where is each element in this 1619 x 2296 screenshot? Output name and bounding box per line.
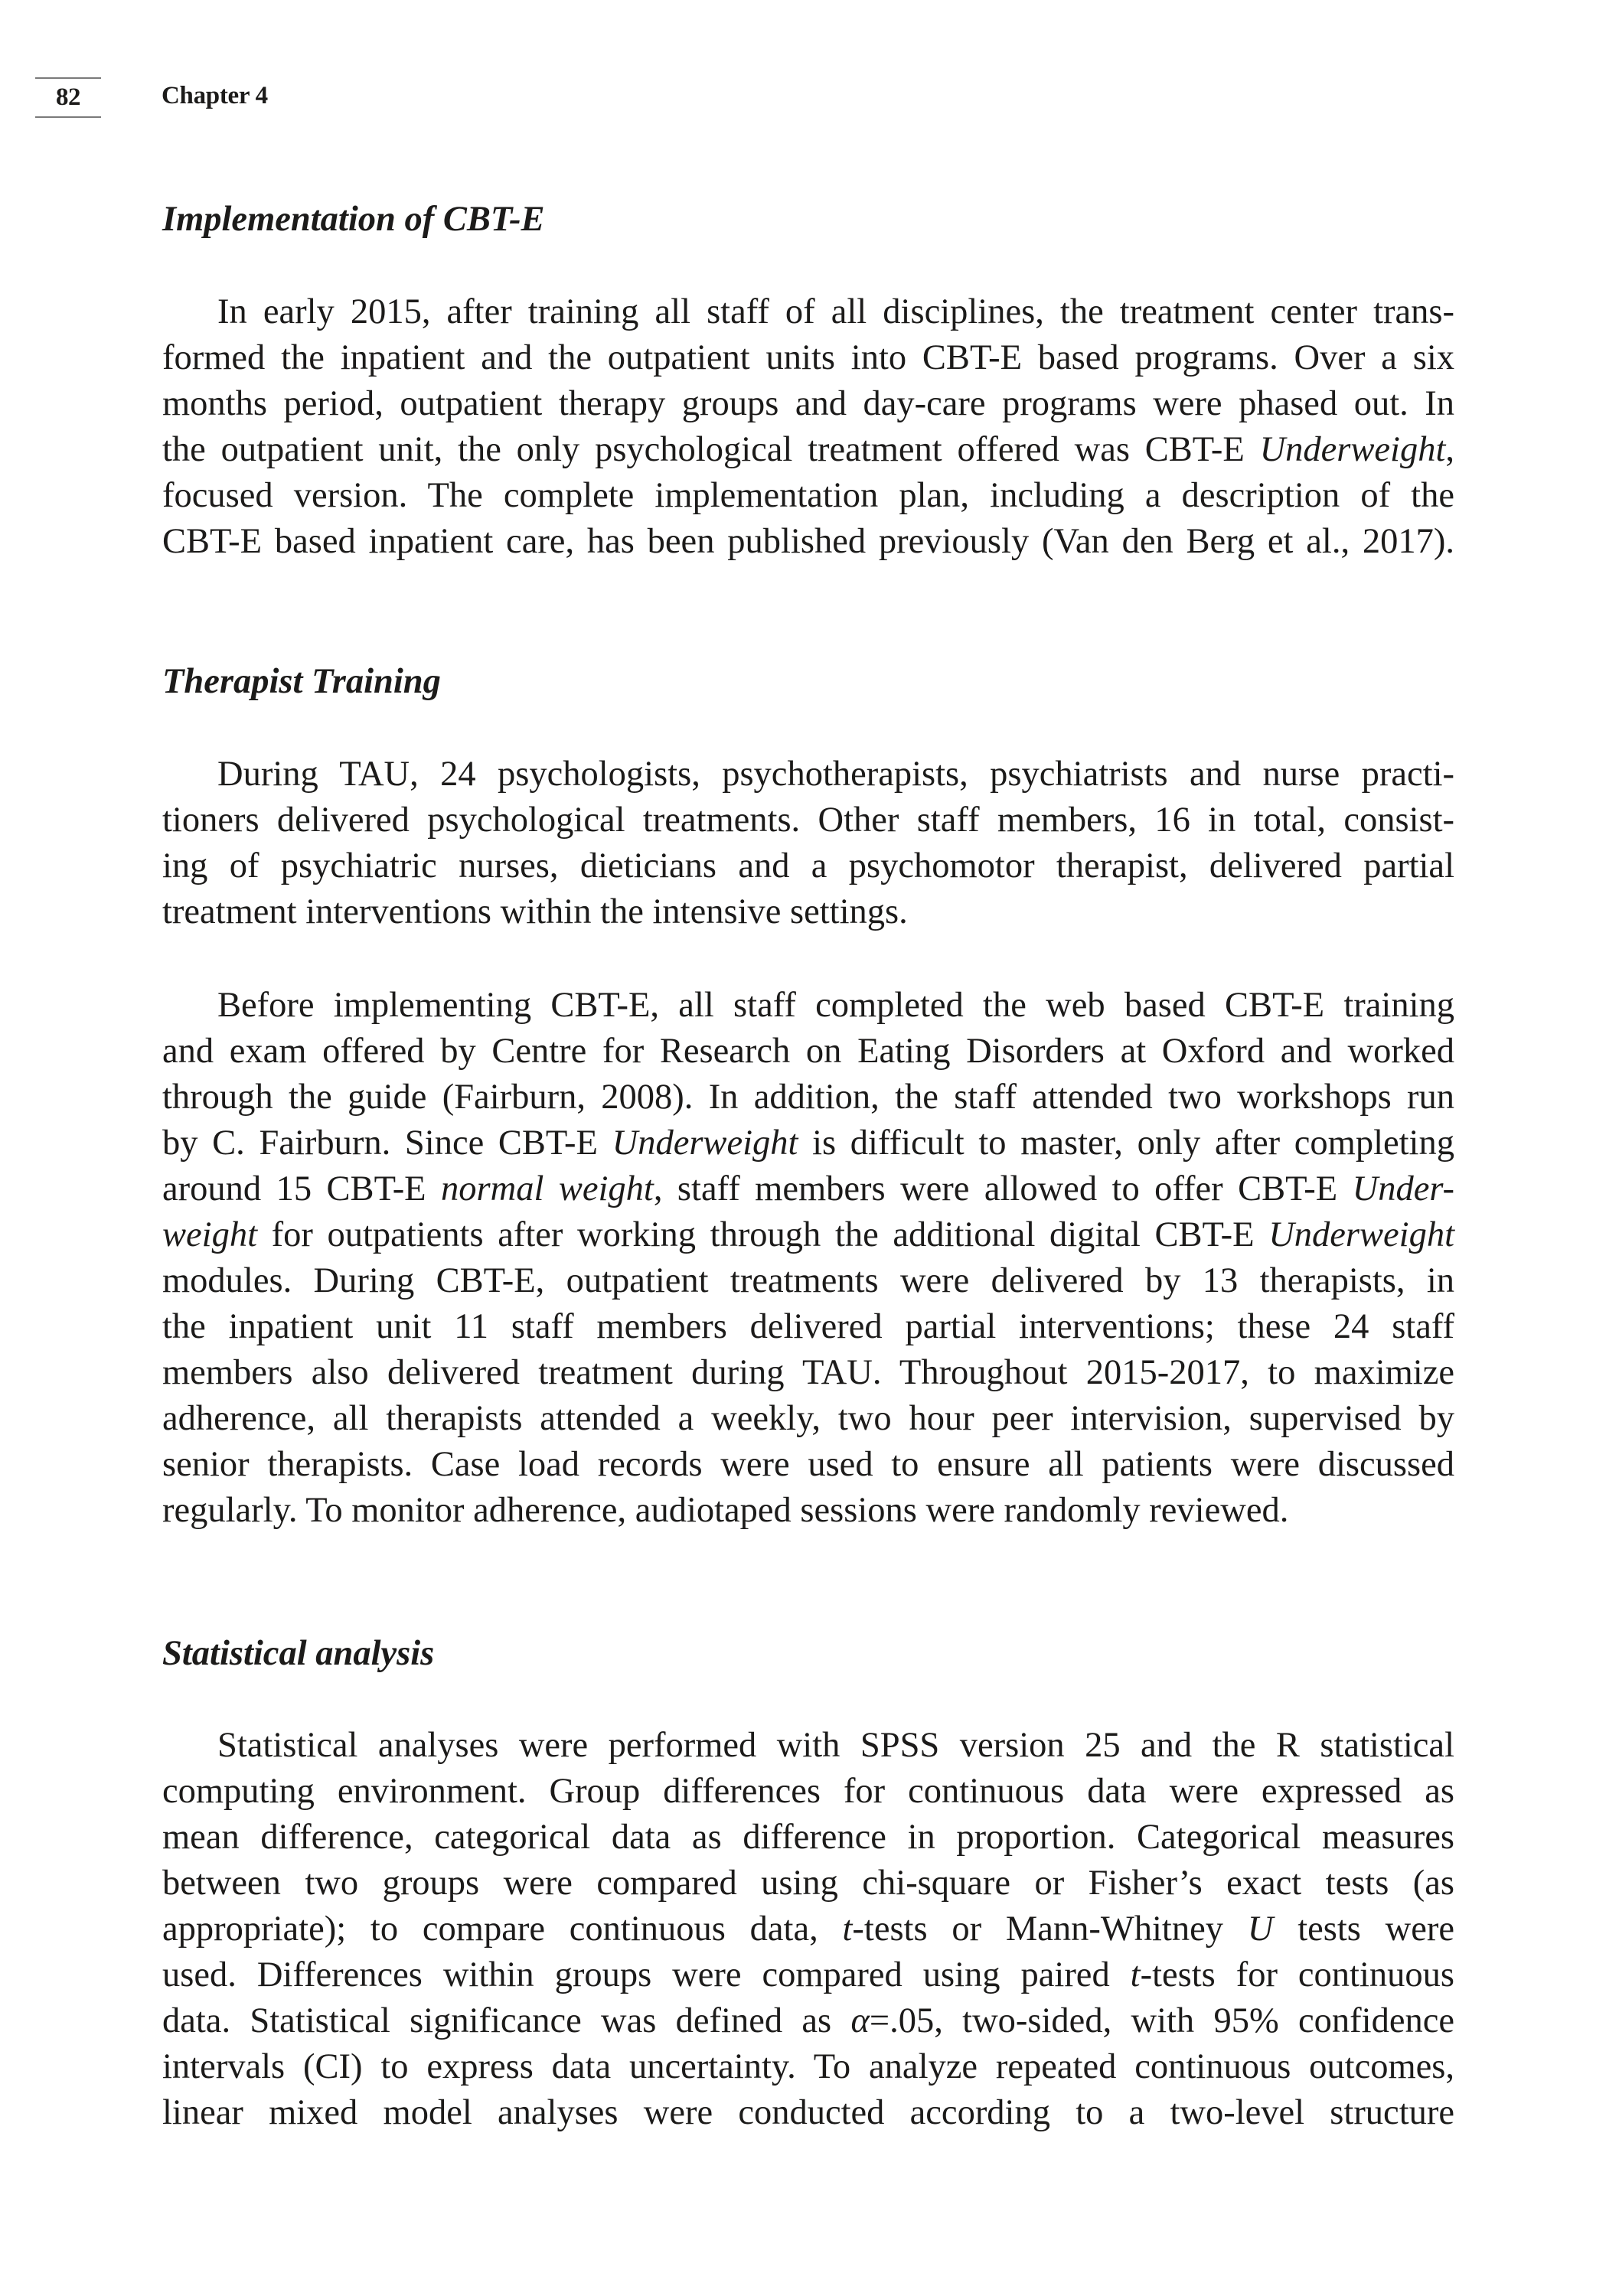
text-run: for outpatients after working through the additional digital CBT-E [257, 1215, 1269, 1254]
text-run: -tests or Mann-Whitney [852, 1910, 1248, 1949]
text-run: around 15 CBT-E [162, 1169, 442, 1208]
text-run: adherence, all therapists attended a weekly, two hour peer intervision, supervised by [162, 1399, 1454, 1438]
text-line [162, 1861, 1454, 1906]
text-run: , staff members were allowed to offer CBT-E [653, 1169, 1353, 1208]
text-run: between two groups were compared using chi-square or Fisher’s exact tests (as [162, 1864, 1454, 1903]
text-line [162, 2090, 1454, 2136]
text-run: mean difference, categorical data as difference in proportion. Categorical measures [162, 1818, 1454, 1857]
text-line [162, 1166, 1454, 1212]
text-line [162, 1075, 1454, 1120]
text-run: senior therapists. Case load records were used to ensure all patients were discussed [162, 1445, 1454, 1484]
text-run: ing of psychiatric nurses, dieticians and a psychomotor therapist, delivered partial [162, 846, 1454, 885]
italic-text: U [1247, 1910, 1274, 1949]
text-run: used. Differences within groups were compared using paired [162, 1955, 1131, 1994]
text-line [162, 1120, 1454, 1166]
paragraph [162, 752, 1454, 935]
text-line [162, 1952, 1454, 1998]
italic-text: Underweight [612, 1124, 798, 1163]
text-line [162, 1350, 1454, 1396]
chapter-label: Chapter 4 [162, 82, 268, 109]
italic-text: t [842, 1910, 853, 1949]
text-run: =.05, two-sided, with 95% confidence [869, 2001, 1454, 2040]
text-run: months period, outpatient therapy groups and day-care programs were phased out. In [162, 384, 1454, 423]
italic-text: t [1130, 1955, 1141, 1994]
text-run: is difficult to master, only after completing [798, 1124, 1454, 1163]
text-line [162, 1258, 1454, 1304]
text-run: computing environment. Group differences for continuous data were expressed as [162, 1772, 1454, 1811]
text-run: modules. During CBT-E, outpatient treatments were delivered by 13 therapists, in [162, 1261, 1454, 1300]
text-line [162, 1906, 1454, 1952]
text-run: intervals (CI) to express data uncertainty. To analyze repeated continuous outcomes, [162, 2047, 1454, 2086]
text-run: Before implementing CBT-E, all staff completed the web based CBT-E training [217, 986, 1454, 1025]
text-run: and exam offered by Centre for Research on Eating Disorders at Oxford and worked [162, 1032, 1454, 1071]
section-heading-statistical-analysis: Statistical analysis [162, 1634, 435, 1673]
text-line [162, 335, 1454, 381]
text-run: appropriate); to compare continuous data, [162, 1910, 843, 1949]
text-line [162, 1029, 1454, 1075]
text-line [162, 1488, 1454, 1534]
italic-text: normal weight [441, 1169, 654, 1208]
page-number: 82 [56, 83, 80, 111]
text-line [162, 797, 1454, 843]
page-number-box [35, 77, 101, 118]
text-run: the inpatient unit 11 staff members delivered partial interventions; these 24 staff [162, 1307, 1454, 1346]
text-run: by C. Fairburn. Since CBT-E [162, 1124, 612, 1163]
text-line [162, 289, 1454, 335]
text-line [162, 752, 1454, 797]
text-run: CBT-E based inpatient care, has been published previously (Van den Berg et al., 2017). [162, 522, 1454, 561]
text-line [162, 1723, 1454, 1769]
italic-text: α [850, 2001, 870, 2040]
text-line [162, 427, 1454, 473]
text-run: linear mixed model analyses were conducted according to a two-level structure [162, 2093, 1454, 2132]
italic-text: Underweight [1259, 430, 1446, 469]
text-line [162, 1998, 1454, 2044]
text-run: through the guide (Fairburn, 2008). In addition, the staff attended two workshops run [162, 1078, 1454, 1117]
text-run: tioners delivered psychological treatments. Other staff members, 16 in total, consist- [162, 801, 1454, 840]
text-run: tests were [1273, 1910, 1454, 1949]
paragraph [162, 1723, 1454, 2136]
paragraph [162, 289, 1454, 565]
section-heading-therapist-training: Therapist Training [162, 662, 441, 701]
paragraph [162, 983, 1454, 1534]
text-run: formed the inpatient and the outpatient units into CBT-E based programs. Over a six [162, 338, 1454, 377]
text-run: the outpatient unit, the only psychological treatment offered was CBT-E [162, 430, 1260, 469]
text-line [162, 381, 1454, 427]
text-line [162, 473, 1454, 519]
text-run: During TAU, 24 psychologists, psychotherapists, psychiatrists and nurse practi- [217, 755, 1454, 794]
text-line [162, 519, 1454, 565]
running-header [0, 0, 1619, 130]
text-line [162, 1815, 1454, 1861]
text-line [162, 1396, 1454, 1442]
text-line [162, 983, 1454, 1029]
text-run: focused version. The complete implementation plan, including a description of the [162, 476, 1454, 515]
text-line [162, 1212, 1454, 1258]
italic-text: Under- [1352, 1169, 1454, 1208]
section-heading-implementation: Implementation of CBT-E [162, 200, 545, 239]
text-line [162, 2044, 1454, 2090]
italic-text: weight [162, 1215, 257, 1254]
text-run: data. Statistical significance was defined as [162, 2001, 851, 2040]
text-line [162, 1769, 1454, 1815]
text-run: members also delivered treatment during TAU. Throughout 2015-2017, to maximize [162, 1353, 1454, 1392]
text-line [162, 1304, 1454, 1350]
text-line [162, 1442, 1454, 1488]
text-run: treatment interventions within the intensive settings. [162, 892, 908, 931]
italic-text: Underweight [1268, 1215, 1454, 1254]
text-run: Statistical analyses were performed with SPSS version 25 and the R statistical [217, 1726, 1454, 1765]
text-run: , [1445, 430, 1454, 469]
text-run: In early 2015, after training all staff of all disciplines, the treatment center trans- [217, 292, 1454, 331]
text-run: regularly. To monitor adherence, audiotaped sessions were randomly reviewed. [162, 1491, 1289, 1530]
text-line [162, 889, 1454, 935]
text-run: -tests for continuous [1140, 1955, 1454, 1994]
text-line [162, 843, 1454, 889]
